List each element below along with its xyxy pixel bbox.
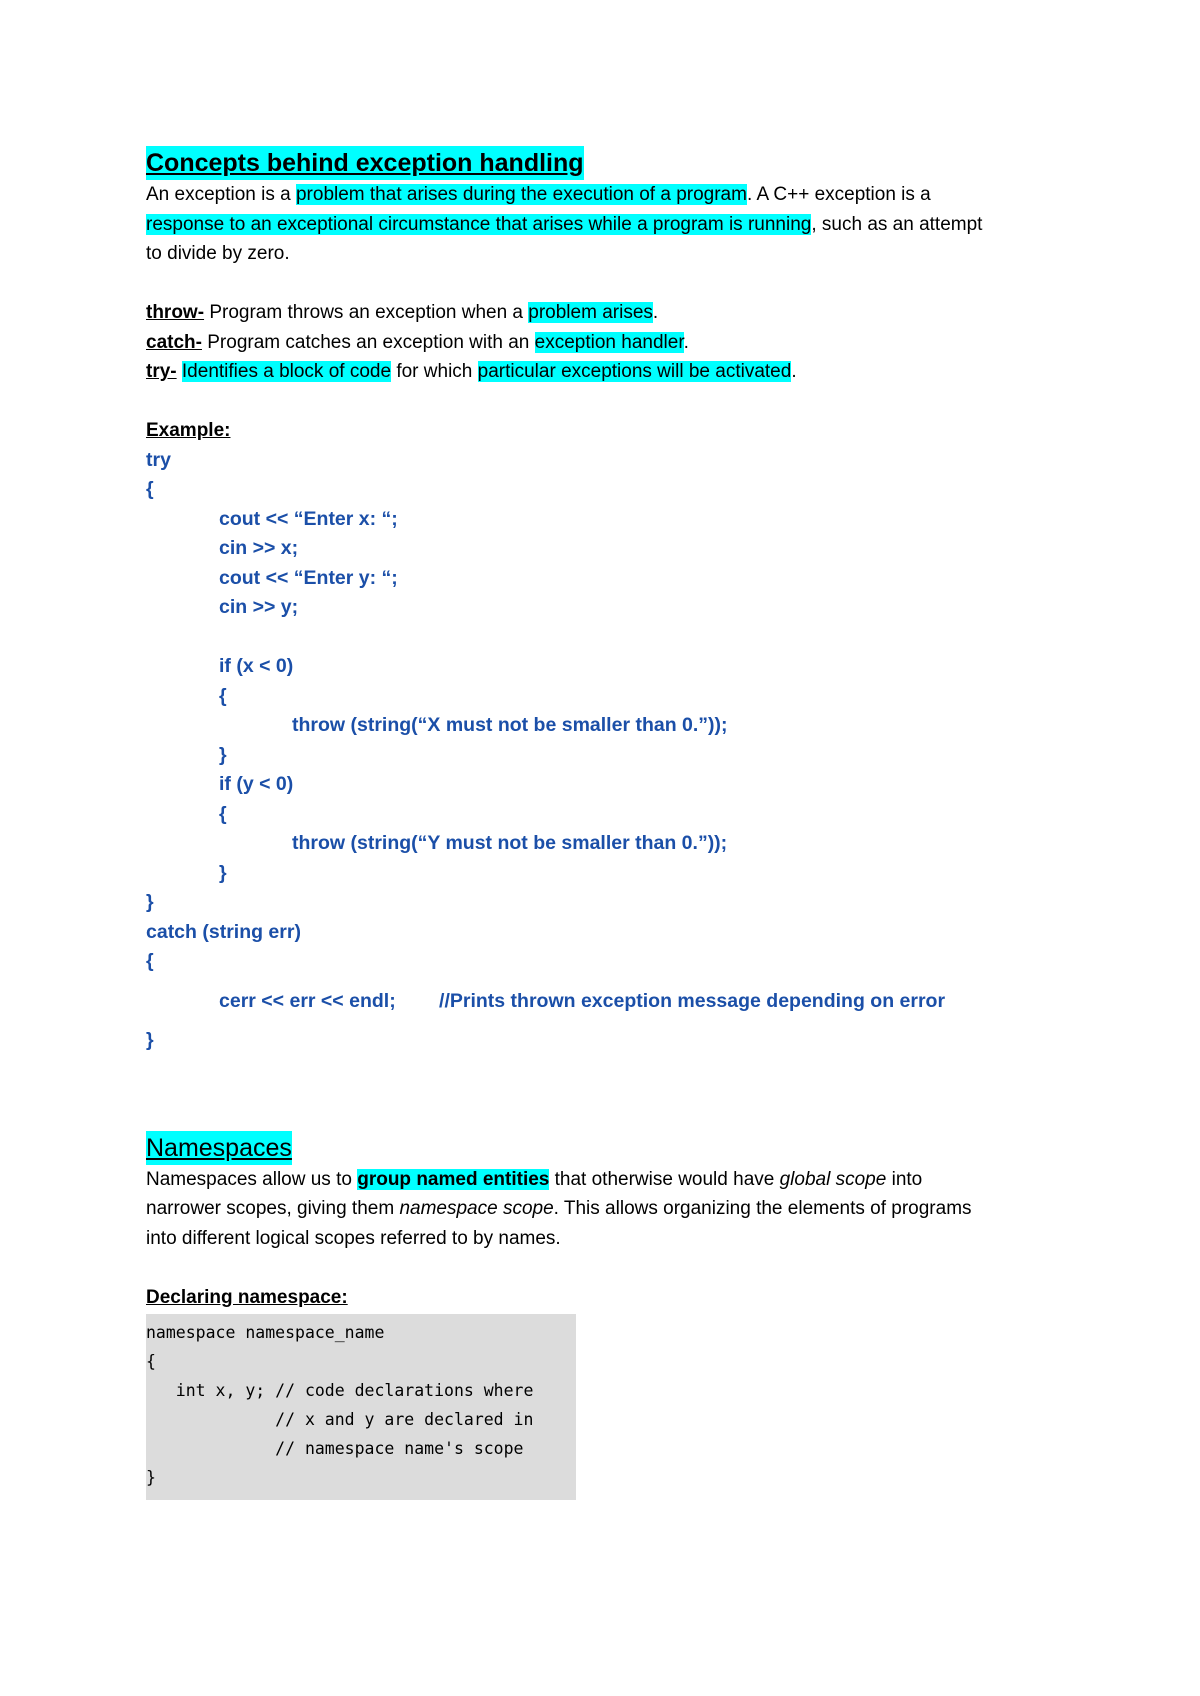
code-line: { [146,950,154,972]
term-throw: throw- [146,302,205,323]
namespace-code-block [146,1314,576,1500]
code-line: { [146,1352,156,1371]
code-line: if (x < 0) [219,655,294,677]
code-line: catch (string err) [146,920,301,943]
throw-definition: throw- Program throws an exception when a problem arises. [146,302,659,323]
code-line: cout << “Enter x: “; [219,507,398,530]
section-heading-namespaces: Namespaces [146,1131,292,1165]
code-line: } [219,861,227,884]
highlight: problem arises [528,302,653,323]
code-line: } [219,743,227,766]
section-heading-exception-handling: Concepts behind exception handling [146,146,584,180]
code-line: if (y < 0) [219,773,294,795]
highlight: problem that arises during the execution of a program [295,184,747,205]
catch-definition: catch- Program catches an exception with an exception handler. [146,331,689,353]
code-line: throw (string(“Y must not be smaller than 0.”)); [292,832,728,854]
declaring-namespace-label: Declaring namespace: [146,1286,348,1308]
code-line: cin >> x; [219,537,299,559]
example-code-block [146,446,1066,1056]
code-line: throw (string(“X must not be smaller than 0.”)); [292,714,728,736]
code-line: } [146,1468,156,1487]
document-page [146,146,1066,1500]
code-line: { [219,684,227,707]
highlight: exception handler [534,331,684,353]
example-label: Example: [146,420,231,441]
highlight: group named entities [357,1168,550,1190]
term-catch: catch- [146,331,202,353]
code-line: } [146,891,154,913]
code-line: cout << “Enter y: “; [219,566,398,589]
code-line: try [146,448,171,471]
highlight: Identifies a block of code [181,361,392,382]
code-line: // namespace name's scope [146,1439,524,1458]
code-line: int x, y; // code declarations where [146,1381,534,1400]
code-line: cerr << err << endl; //Prints thrown exception message depending on error [219,989,946,1012]
code-line: } [146,1029,154,1051]
code-line: { [146,478,154,500]
highlight: particular exceptions will be activated [477,361,792,382]
term-try: try- [146,361,177,382]
code-line: namespace namespace_name [146,1323,385,1342]
intro-paragraph: An exception is a problem that arises during the execution of a program. A C++ exception is a response to an exceptional circumstance that arises while a program is running, such as an attempt to divide by zero. [146,184,983,264]
try-definition: try- Identifies a block of code for which particular exceptions will be activated. [146,361,797,382]
code-line: cin >> y; [219,596,299,618]
namespaces-paragraph: Namespaces allow us to group named entities that otherwise would have global scope into narrower scopes, giving them namespace scope. This allows organizing the elements of programs into different logical scopes referred to by names. [146,1168,972,1249]
highlight: response to an exceptional circumstance that arises while a program is running [146,213,812,235]
code-line: { [219,802,227,825]
code-line: // x and y are declared in [146,1410,534,1429]
